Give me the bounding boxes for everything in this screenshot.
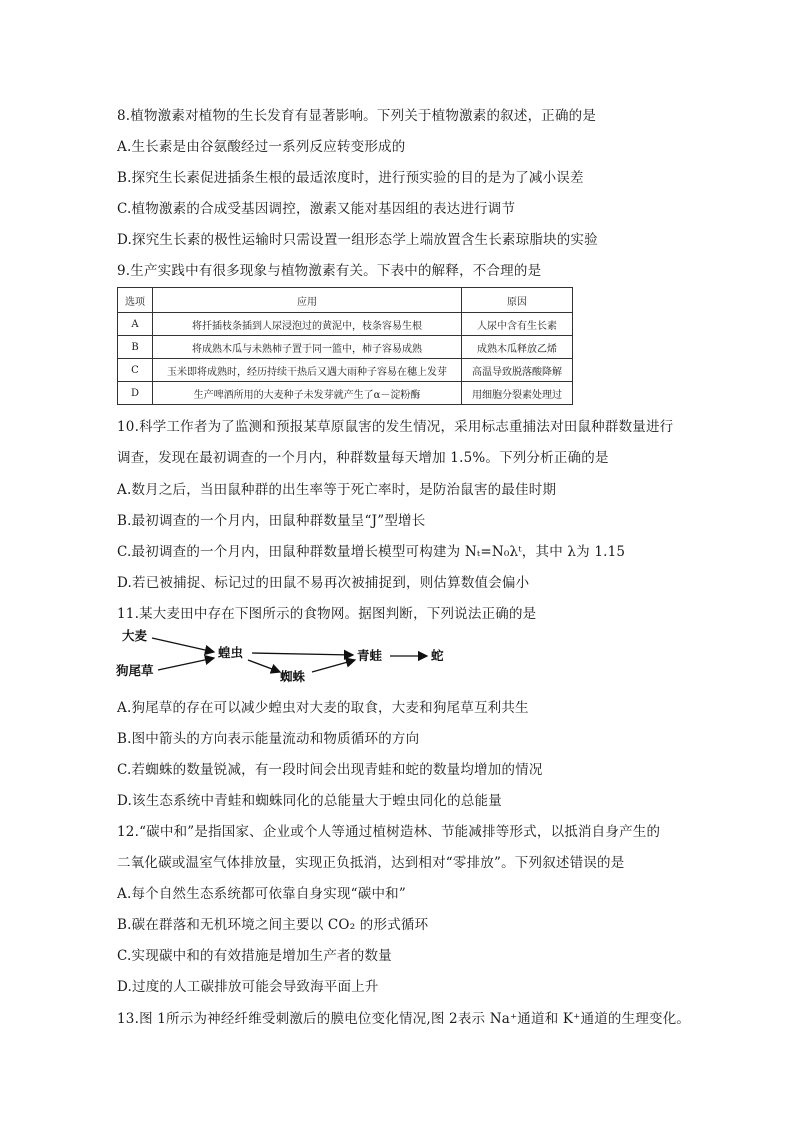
q10-stem-line-2: 调查，发现在最初调查的一个月内，种群数量每天增加 1.5%。下列分析正确的是 xyxy=(117,450,609,466)
table-cell: 玉米即将成熟时，经历持续干热后又遇大雨种子容易在穗上发芽 xyxy=(153,359,462,382)
q10-option-d: D.若已被捕捉、标记过的田鼠不易再次被捕捉到，则估算数值会偏小 xyxy=(117,575,530,591)
table-cell: 人尿中含有生长素 xyxy=(462,313,573,336)
table-row xyxy=(118,313,573,336)
q10-option-c: C.最初调查的一个月内，田鼠种群数量增长模型可构建为 Nₜ=N₀λᵗ，其中 λ为 1.15 xyxy=(117,544,626,560)
q10-option-a: A.数月之后，当田鼠种群的出生率等于死亡率时，是防治鼠害的最佳时期 xyxy=(117,482,557,498)
q8-option-a: A.生长素是由谷氨酸经过一系列反应转变形成的 xyxy=(117,139,406,155)
table-header-cell: 应用 xyxy=(153,288,462,313)
q8-option-b: B.探究生长素促进插条生根的最适浓度时，进行预实验的目的是为了减小误差 xyxy=(117,170,584,186)
table-cell: 将扦插枝条插到人尿浸泡过的黄泥中，枝条容易生根 xyxy=(153,313,462,336)
q12-option-a: A.每个自然生态系统都可依靠自身实现“碳中和” xyxy=(117,886,406,902)
q9-stem: 9.生产实践中有很多现象与植物激素有关。下表中的解释，不合理的是 xyxy=(117,263,542,279)
table-row xyxy=(118,359,573,382)
node-foxtail: 狗尾草 xyxy=(116,663,154,678)
table-cell: 成熟木瓜释放乙烯 xyxy=(462,336,573,359)
table-cell: D xyxy=(118,382,153,405)
table-cell: 用细胞分裂素处理过 xyxy=(462,382,573,405)
arrow-locust-frog xyxy=(252,653,353,655)
table-cell: A xyxy=(118,313,153,336)
node-spider: 蜘蛛 xyxy=(280,669,306,684)
node-locust: 蝗虫 xyxy=(218,645,244,660)
food-web-diagram xyxy=(110,622,470,686)
q8-option-d: D.探究生长素的极性运输时只需设置一组形态学上端放置含生长素琼脂块的实验 xyxy=(117,232,598,248)
table-header-cell: 选项 xyxy=(118,288,153,313)
q12-option-d: D.过度的人工碳排放可能会导致海平面上升 xyxy=(117,979,379,995)
q11-option-c: C.若蜘蛛的数量锐减，有一段时间会出现青蛙和蛇的数量均增加的情况 xyxy=(117,762,543,778)
arrow-spider-frog xyxy=(312,660,355,672)
arrow-locust-spider xyxy=(248,660,280,672)
table-row xyxy=(118,382,573,405)
q12-stem-line-1: 12.“碳中和”是指国家、企业或个人等通过植树造林、节能减排等形式，以抵消自身产生的 xyxy=(117,824,661,840)
table-cell: 高温导致脱落酸降解 xyxy=(462,359,573,382)
q11-option-d: D.该生态系统中青蛙和蜘蛛同化的总能量大于蝗虫同化的总能量 xyxy=(117,793,502,809)
table-header-row xyxy=(118,288,573,313)
q11-option-b: B.图中箭头的方向表示能量流动和物质循环的方向 xyxy=(117,731,420,747)
arrow-barley-locust xyxy=(152,638,214,652)
q12-stem-line-2: 二氧化碳或温室气体排放量，实现正负抵消，达到相对“零排放”。下列叙述错误的是 xyxy=(117,855,625,871)
q13-stem: 13.图 1所示为神经纤维受刺激后的膜电位变化情况,图 2表示 Na⁺通道和 K⁺通道的生理变化。 xyxy=(117,1011,691,1027)
node-snake: 蛇 xyxy=(431,648,444,663)
table-cell: 生产啤酒所用的大麦种子未发芽就产生了α－淀粉酶 xyxy=(153,382,462,405)
q10-option-b: B.最初调查的一个月内，田鼠种群数量呈“J”型增长 xyxy=(117,513,426,529)
table-header-cell: 原因 xyxy=(462,288,573,313)
arrow-foxtail-locust xyxy=(158,658,214,670)
q11-option-a: A.狗尾草的存在可以减少蝗虫对大麦的取食，大麦和狗尾草互利共生 xyxy=(117,700,529,716)
q12-option-c: C.实现碳中和的有效措施是增加生产者的数量 xyxy=(117,948,392,964)
table-cell: 将成熟木瓜与未熟柿子置于同一篮中，柿子容易成熟 xyxy=(153,336,462,359)
q9-table xyxy=(117,287,573,405)
q12-option-b: B.碳在群落和无机环境之间主要以 CO₂ 的形式循环 xyxy=(117,917,429,933)
q11-stem: 11.某大麦田中存在下图所示的食物网。据图判断，下列说法正确的是 xyxy=(117,606,537,622)
q10-stem-line-1: 10.科学工作者为了监测和预报某草原鼠害的发生情况，采用标志重捕法对田鼠种群数量进行 xyxy=(117,419,674,435)
q8-option-c: C.植物激素的合成受基因调控，激素又能对基因组的表达进行调节 xyxy=(117,201,516,217)
node-frog: 青蛙 xyxy=(357,648,383,663)
node-barley: 大麦 xyxy=(122,628,148,643)
table-cell: C xyxy=(118,359,153,382)
table-row xyxy=(118,336,573,359)
table-cell: B xyxy=(118,336,153,359)
q8-stem: 8.植物激素对植物的生长发育有显著影响。下列关于植物激素的叙述，正确的是 xyxy=(117,108,597,124)
